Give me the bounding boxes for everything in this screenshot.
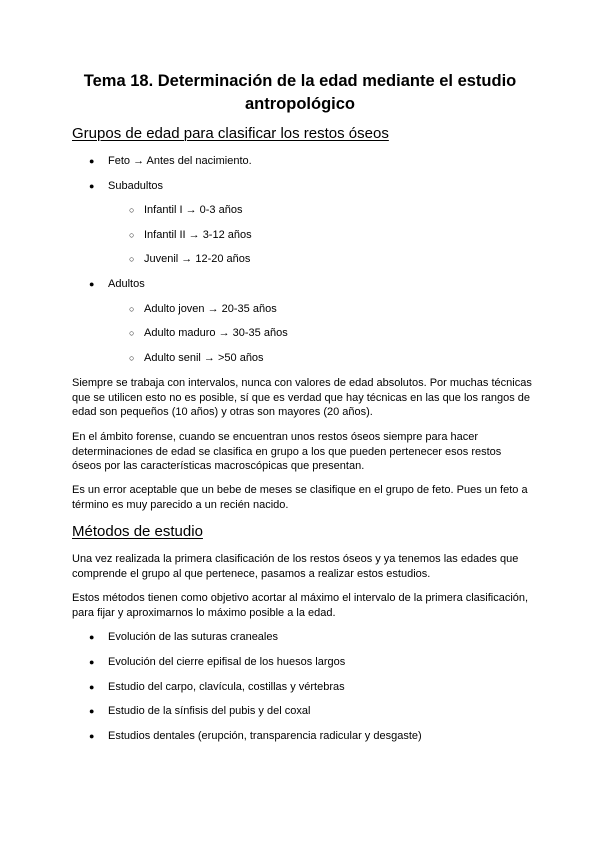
sub-list-item xyxy=(129,302,277,316)
list-item xyxy=(89,680,345,694)
list-item xyxy=(89,729,422,743)
sub-list-item xyxy=(129,252,251,266)
sub-list-item-text: Infantil II → 3-12 años xyxy=(144,229,252,241)
paragraph: En el ámbito forense, cuando se encuentran unos restos óseos siempre para hacer determinaciones de edad se clasifica en grupo a los que pueden pertenecer esos restos óseos por las características macroscópicas que presentan. xyxy=(72,431,502,472)
title-line-1: Tema 18. Determinación de la edad mediante el estudio xyxy=(83,72,517,90)
list-item xyxy=(89,630,278,644)
list-item-text: Adultos xyxy=(108,278,145,290)
bullet: ● xyxy=(89,279,95,289)
bullet: ● xyxy=(89,156,95,166)
list-item xyxy=(89,704,311,718)
list-item-text: Evolución de las suturas craneales xyxy=(108,631,278,643)
bullet: ● xyxy=(89,181,95,191)
paragraph: Es un error aceptable que un bebe de meses se clasifique en el grupo de feto. Pues un feto a término es muy parecido a un recién nacido. xyxy=(72,484,528,511)
bullet: ● xyxy=(89,706,95,716)
hollow-bullet: ○ xyxy=(129,254,135,264)
list-item-text: Estudio de la sínfisis del pubis y del coxal xyxy=(108,705,311,717)
title-line-2: antropológico xyxy=(245,95,355,113)
hollow-bullet: ○ xyxy=(129,205,135,215)
sub-list-item-text: Juvenil → 12-20 años xyxy=(144,253,251,265)
list-item xyxy=(89,277,145,291)
hollow-bullet: ○ xyxy=(129,353,135,363)
sub-list-item xyxy=(129,203,243,217)
sub-list-item-text: Infantil I → 0-3 años xyxy=(144,204,243,216)
list-item xyxy=(89,655,346,669)
bullet: ● xyxy=(89,731,95,741)
list-item-text: Subadultos xyxy=(108,180,164,192)
paragraph: Estos métodos tienen como objetivo acortar al máximo el intervalo de la primera clasificación, para fijar y aproximarnos lo máximo posible a la edad. xyxy=(72,592,529,619)
hollow-bullet: ○ xyxy=(129,304,135,314)
page-title xyxy=(60,70,540,116)
hollow-bullet: ○ xyxy=(129,328,135,338)
section-heading-metodos: Métodos de estudio xyxy=(72,523,203,540)
bullet: ● xyxy=(89,632,95,642)
list-item xyxy=(89,154,252,168)
bullet: ● xyxy=(89,682,95,692)
list-item-text: Evolución del cierre epifisal de los huesos largos xyxy=(108,656,346,668)
paragraph: Una vez realizada la primera clasificación de los restos óseos y ya tenemos las edades que comprende el grupo al que pertenece, pasamos a realizar estos estudios. xyxy=(72,553,519,580)
list-item-text: Estudios dentales (erupción, transparencia radicular y desgaste) xyxy=(108,730,422,742)
sub-list-item-text: Adulto senil → >50 años xyxy=(144,352,264,364)
sub-list-item xyxy=(129,351,264,365)
bullet: ● xyxy=(89,657,95,667)
list-item-text: Feto → Antes del nacimiento. xyxy=(108,155,252,167)
sub-list-item-text: Adulto maduro → 30-35 años xyxy=(144,327,288,339)
hollow-bullet: ○ xyxy=(129,230,135,240)
list-item-text: Estudio del carpo, clavícula, costillas y vértebras xyxy=(108,681,345,693)
list-item xyxy=(89,179,164,193)
section-heading-grupos: Grupos de edad para clasificar los restos óseos xyxy=(72,125,389,142)
sub-list-item xyxy=(129,228,252,242)
sub-list-item xyxy=(129,326,288,340)
sub-list-item-text: Adulto joven → 20-35 años xyxy=(144,303,277,315)
paragraph: Siempre se trabaja con intervalos, nunca con valores de edad absolutos. Por muchas técnicas que se utilicen esto no es posible, sí que es verdad que hay técnicas en las que los rangos de edad son pequeños (10 años) y otras son mayores (20 años). xyxy=(72,377,532,418)
